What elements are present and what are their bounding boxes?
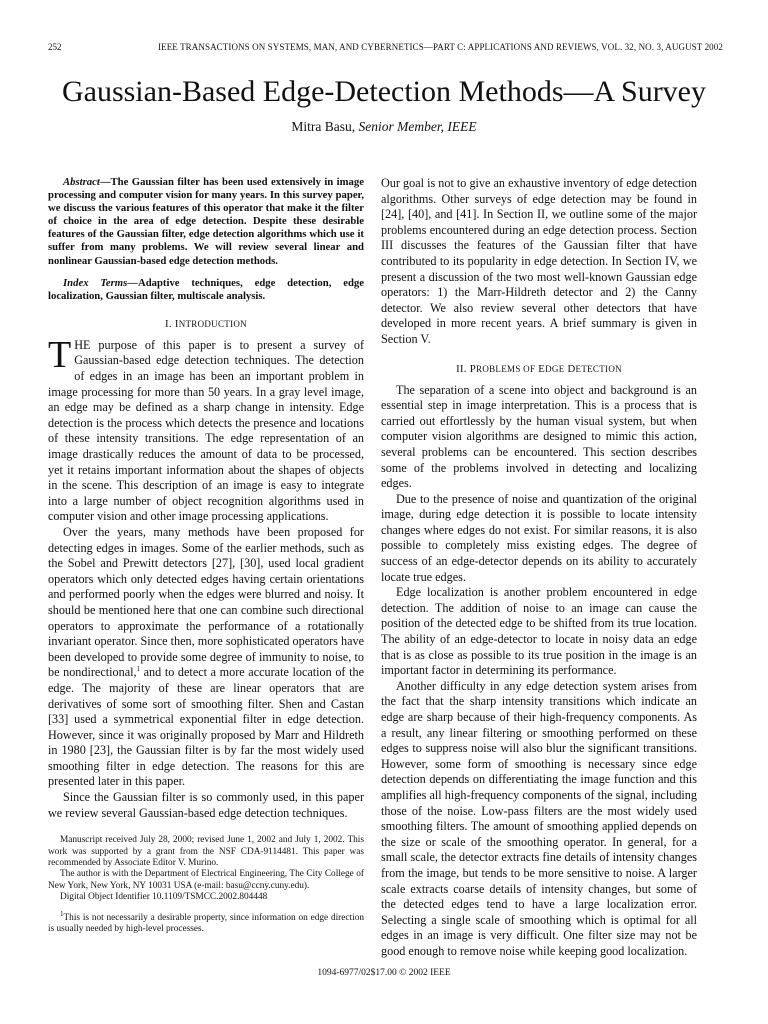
manuscript-note: Manuscript received July 28, 2000; revised June 1, 2002 and July 1, 2002. This work was supported by a grant from the NSF CDA-9114481. This paper was recommended by Associate Editor V. Murino. [48,835,364,869]
problems-paragraph-1: The separation of a scene into object and background is an essential step in image interpretation. This is a process that is carried out effortlessly by the human visual system, but when computer vision algorithms are designed to mimic this action, several problems can be encountered. This section describes some of the problems involved in detecting and localizing edges. [381,382,697,491]
paragraph-text: and to detect a more accurate location of the edge. The majority of these are linear operators that are derivatives of some sort of smoothing filter. Shen and Castan [33] used a symmetrical exponential filter in edge detection. However, since it was originally proposed by Marr and Hildreth in 1980 [23], the Gaussian filter is by far the most widely used smoothing filter in edge detection. The reasons for this are presented later in this paper. [48,665,364,789]
doi-note: Digital Object Identifier 10.1109/TSMCC.2002.804448 [60,892,268,903]
intro-paragraph-2 [48,525,364,790]
problems-paragraph-4: Another difficulty in any edge detection system arises from the fact that the sharp intensity transitions which indicate an edge are sharp because of their high-frequency components. As a result, any linear filtering or smoothing performed on these edges to suppress noise will also blur the significant transitions. However, some form of smoothing is necessary since edge detection depends on differentiating the image function and this amplifies all high-frequency components of the signal, including those of the noise. Low-pass filters are the most widely used smoothing filters. The amount of smoothing applied depends on the size or scale of the smoothing operator. In general, for a small scale, the detector extracts fine details of intensity changes from the image, but tends to be more sensitive to noise. A larger scale extracts coarse details of intensity changes, but some of the detected edges tend to have a large localization error. Selecting a single scale of smoothing which is optimal for all edges in an image is very difficult. One filter size may not be good enough to remove noise while keeping good localization. [381,678,697,958]
author-name: Mitra Basu, [291,119,356,134]
page-number: 252 [48,42,62,52]
heading-rest: ROBLEMS OF [476,363,536,374]
problems-paragraph-2: Due to the presence of noise and quantization of the original image, during edge detection it is possible to locate intensity changes where edges do not exist. For similar reasons, it is also possible to completely miss existing edges. The degree of success of an edge-detector depends on its ability to accurately locate true edges. [381,491,697,584]
footnote-mark: 1 [136,665,141,674]
heading-initial: I [174,317,179,330]
problems-paragraph-3: Edge localization is another problem encountered in edge detection. The addition of noise to an image can cause the position of the detected edge to be shifted from its true location. The ability of an edge-detector to locate in noisy data an edge that is as close as possible to its true position in the image is an important factor in determining its performance. [381,585,697,678]
heading-initial: P [469,362,477,375]
intro-paragraph-1 [48,333,364,525]
left-column [48,176,364,936]
section-heading-introduction [48,317,364,331]
heading-rest: ETECTION [575,363,622,374]
section-heading-problems [381,362,697,376]
author-info-note: The author is with the Department of Electrical Engineering, The City College of New York, New York, NY 10031 USA (e-mail: basu@ccny.cuny.edu). [48,869,364,891]
footnote-1 [48,909,364,936]
copyright-footer: 1094-6977/02$17.00 © 2002 IEEE [317,968,451,978]
abstract [48,176,364,268]
abstract-label: Abstract— [63,176,111,188]
footnote-text: This is not necessarily a desirable property, since information on edge direction is usually needed by high-level processes. [48,912,364,935]
drop-cap: T [48,333,72,376]
footnote-number: 1 [60,909,64,918]
heading-initial: D [567,362,576,375]
index-terms-text: Adaptive techniques, edge detection, edge localization, Gaussian filter, multiscale analysis. [48,276,364,302]
footnotes [48,835,364,935]
heading-rest: NTRODUCTION [178,318,247,329]
heading-initial: E [538,362,546,375]
author-affiliation: Senior Member, IEEE [358,119,477,134]
journal-header: IEEE TRANSACTIONS ON SYSTEMS, MAN, AND CYBERNETICS—PART C: APPLICATIONS AND REVIEWS, VOL. 32, NO. 3, AUGUST 2002 [158,42,723,52]
intro-paragraph-3: Since the Gaussian filter is so commonly used, in this paper we review several Gaussian-based edge detection techniques. [48,790,364,820]
index-terms-label: Index Terms— [63,276,138,289]
right-column [381,176,697,960]
author-line [0,118,768,136]
paper-title: Gaussian-Based Edge-Detection Methods—A Survey [61,75,707,108]
paragraph-text: Over the years, many methods have been proposed for detecting edges in images. Some of the earlier methods, such as the Sobel and Prewitt detectors [27], [30], used local gradient operators which only detected edges having certain orientations and performed poorly when the edges were blurred and noisy. It should be mentioned here that one can combine such directional operators to approximate the performance of a rotationally invariant operator. Since then, more sophisticated operators have been developed to provide some degree of immunity to noise, to be nondirectional, [48,524,364,680]
paragraph-text: HE purpose of this paper is to present a survey of Gaussian-based edge detection techniques. The detection of edges in an image has been an important problem in image processing for more than 50 years. In a gray level image, an edge may be defined as a sharp change in intensity. Edge detection is the process which detects the presence and locations of these intensity transitions. The edge representation of an image drastically reduces the amount of data to be processed, yet it retains important information about the shapes of objects in the scene. This description of an image is easy to integrate into a large number of object recognition algorithms used in computer vision and other image processing applications. [48,337,364,524]
abstract-text: The Gaussian filter has been used extensively in image processing and computer vision for many years. In this survey paper, we discuss the various features of this operator that make it the filter of choice in the area of edge detection. Despite these desirable features of the Gaussian filter, edge detection algorithms which use it suffer from many problems. We will review several linear and nonlinear Gaussian-based edge detection methods. [48,176,364,267]
section-number: I. [165,317,172,330]
heading-rest: DGE [545,363,565,374]
index-terms [48,277,364,303]
intro-paragraph-3-continued: Our goal is not to give an exhaustive inventory of edge detection algorithms. Other surveys of edge detection may be found in [24], [40], and [41]. In Section II, we outline some of the major problems encountered during an edge detection process. Section III discusses the features of the Gaussian filter that have contributed to its popularity in edge detection. In Section IV, we present a discussion of the two most well-known Gaussian edge operators: 1) the Marr-Hildreth detector and 2) the Canny detector. We also review several other detectors that have developed in more recent years. A brief summary is given in Section V. [381,176,697,346]
section-number: II. [456,362,467,375]
